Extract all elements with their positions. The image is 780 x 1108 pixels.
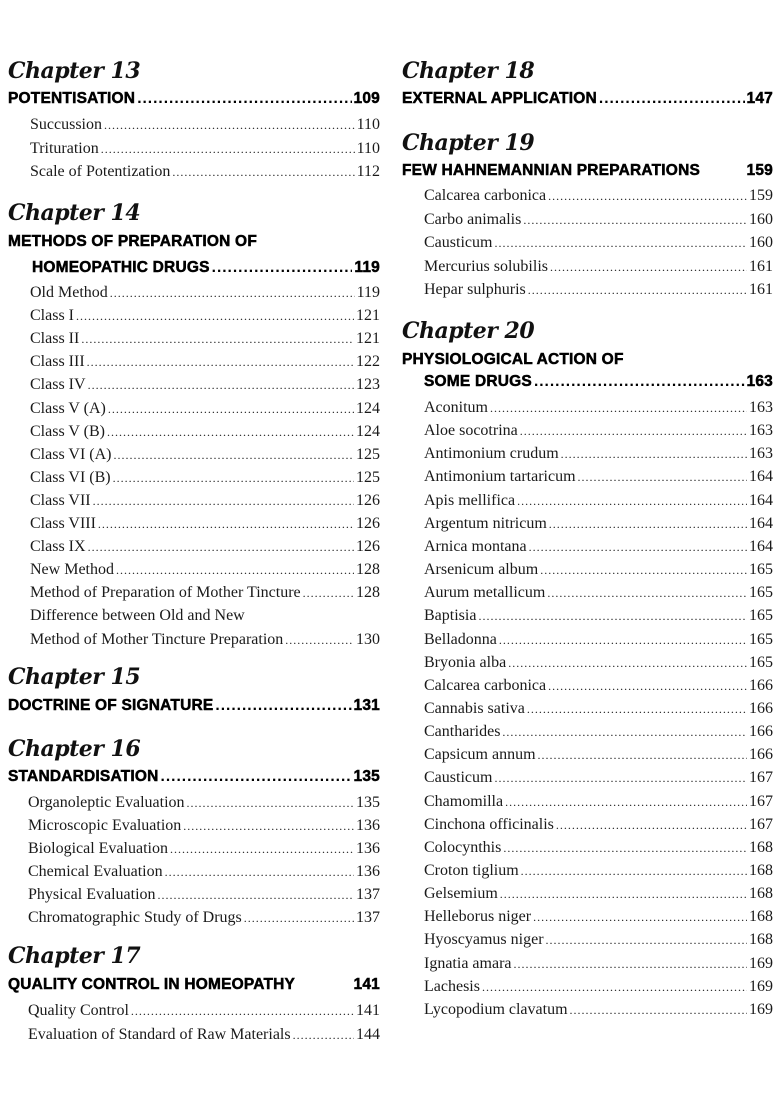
dot-leader — [499, 631, 747, 649]
dot-leader — [548, 187, 747, 205]
entry-label: Gelsemium — [424, 885, 498, 903]
page-number: 168 — [749, 931, 773, 949]
toc-entry[interactable] — [28, 1026, 380, 1048]
toc-entry[interactable] — [424, 281, 773, 303]
entry-label: Belladonna — [424, 630, 497, 648]
section-title-row[interactable] — [402, 90, 773, 112]
entry-label: Method of Mother Tincture Preparation — [30, 630, 284, 648]
dot-leader — [113, 469, 354, 487]
dot-leader — [137, 90, 351, 108]
dot-leader — [578, 468, 747, 486]
page-number: 141 — [353, 976, 380, 993]
dot-leader — [517, 492, 747, 510]
dot-leader — [183, 817, 354, 835]
dot-leader — [502, 723, 747, 741]
dot-leader — [529, 538, 747, 556]
dot-leader — [482, 978, 747, 996]
entry-label: Old Method — [30, 284, 108, 301]
toc-entry[interactable] — [424, 793, 773, 815]
page-number: 128 — [356, 584, 380, 602]
entry-label: Class V (A) — [30, 399, 106, 417]
page-number: 166 — [749, 723, 773, 741]
page-number: 110 — [356, 139, 380, 157]
page-number: 165 — [749, 584, 773, 602]
toc-entry[interactable] — [30, 607, 380, 629]
toc-entry[interactable] — [30, 330, 380, 352]
dot-leader — [110, 284, 355, 302]
page-number: 119 — [356, 284, 380, 301]
toc-entry[interactable] — [30, 284, 380, 306]
entry-label: Class IX — [30, 538, 86, 556]
section-title: DOCTRINE OF SIGNATURE — [8, 697, 214, 714]
toc-entry[interactable] — [30, 163, 380, 185]
page-number: 167 — [749, 792, 773, 810]
entry-label: Succussion — [30, 116, 102, 133]
toc-entry[interactable] — [424, 885, 773, 907]
section-title: PHYSIOLOGICAL ACTION OF — [402, 351, 624, 368]
dot-leader — [514, 955, 748, 973]
page-number: 122 — [356, 353, 380, 371]
page-number: 166 — [749, 676, 773, 694]
page-number: 135 — [356, 794, 380, 811]
entry-label: Physical Evaluation — [28, 886, 156, 903]
entry-label: Evaluation of Standard of Raw Materials — [28, 1025, 291, 1043]
page-number: 168 — [749, 885, 773, 903]
dot-leader — [88, 538, 354, 556]
dot-leader — [161, 768, 352, 786]
page-number: 121 — [356, 307, 380, 325]
entry-label: Aloe socotrina — [424, 422, 518, 440]
entry-label: Antimonium tartaricum — [424, 468, 576, 486]
dot-leader — [538, 746, 747, 764]
toc-entry[interactable] — [424, 258, 773, 280]
page-number: 121 — [356, 330, 380, 348]
page-number: 119 — [354, 259, 380, 276]
entry-label: Cinchona officinalis — [424, 815, 554, 833]
dot-leader — [549, 515, 747, 533]
dot-leader — [212, 259, 353, 277]
page-number: 165 — [749, 653, 773, 671]
page-number: 169 — [749, 977, 773, 995]
dot-leader — [503, 839, 747, 857]
dot-leader — [293, 1026, 354, 1044]
dot-leader — [520, 422, 747, 440]
toc-entry[interactable] — [424, 978, 773, 1000]
entry-label: Arsenicum album — [424, 561, 539, 579]
entry-label: Argentum nitricum — [424, 514, 547, 532]
section-title: QUALITY CONTROL IN HOMEOPATHY — [8, 976, 296, 993]
toc-entry[interactable] — [424, 515, 773, 537]
toc-entry[interactable] — [30, 423, 380, 445]
chapter-heading: Chapter 18 — [402, 58, 535, 84]
dot-leader — [494, 769, 747, 787]
page-number: 141 — [356, 1002, 380, 1019]
toc-entry[interactable] — [424, 677, 773, 699]
dot-leader — [303, 584, 354, 602]
page-number: 161 — [749, 257, 773, 275]
toc-entry[interactable] — [424, 723, 773, 745]
page-number: 126 — [356, 515, 380, 532]
page-number: 163 — [749, 445, 773, 463]
dot-leader — [81, 330, 354, 348]
chapter-heading: Chapter 16 — [8, 736, 141, 762]
toc-entry[interactable] — [30, 538, 380, 560]
toc-entry[interactable] — [28, 840, 380, 862]
toc-entry[interactable] — [424, 468, 773, 490]
page-number: 167 — [749, 815, 773, 833]
entry-label: Class V (B) — [30, 422, 105, 440]
page-number: 164 — [749, 491, 773, 509]
entry-label: Class I — [30, 307, 74, 325]
entry-label: Causticum — [424, 769, 493, 787]
entry-label: Hepar sulphuris — [424, 281, 526, 298]
dot-leader — [88, 376, 354, 394]
page-number: 137 — [356, 909, 380, 926]
toc-entry[interactable] — [424, 908, 773, 930]
page-number: 165 — [749, 561, 773, 579]
section-title-row[interactable] — [8, 90, 380, 112]
dot-leader — [599, 90, 745, 108]
toc-entry[interactable] — [30, 631, 380, 653]
entry-label: Ignatia amara — [424, 954, 512, 972]
toc-entry[interactable] — [30, 400, 380, 422]
entry-label: Method of Preparation of Mother Tincture — [30, 584, 301, 602]
page-number: 128 — [356, 561, 380, 579]
toc-entry[interactable] — [28, 863, 380, 885]
dot-leader — [508, 654, 747, 672]
chapter-heading: Chapter 14 — [8, 200, 141, 226]
toc-entry[interactable] — [30, 469, 380, 491]
toc-entry[interactable] — [424, 234, 773, 256]
entry-label: Bryonia alba — [424, 653, 507, 671]
page-number: 160 — [749, 234, 773, 251]
entry-label: Baptisia — [424, 607, 477, 625]
page-number: 164 — [749, 537, 773, 555]
toc-entry[interactable] — [424, 445, 773, 467]
section-title: POTENTISATION — [8, 90, 136, 107]
toc-entry[interactable] — [28, 1002, 380, 1024]
toc-entry[interactable] — [424, 538, 773, 560]
chapter-heading: Chapter 15 — [8, 664, 141, 690]
page-number: 169 — [749, 954, 773, 972]
section-title: FEW HAHNEMANNIAN PREPARATIONS — [402, 162, 700, 179]
entry-label: Calcarea carbonica — [424, 187, 547, 204]
page-number: 125 — [356, 445, 380, 463]
toc-entry[interactable] — [424, 422, 773, 444]
toc-entry[interactable] — [30, 353, 380, 375]
section-title-row[interactable] — [8, 697, 380, 719]
section-title: EXTERNAL APPLICATION — [402, 90, 597, 107]
section-title-row[interactable] — [402, 351, 773, 373]
toc-entry[interactable] — [30, 446, 380, 468]
toc-entry[interactable] — [30, 584, 380, 606]
dot-leader — [116, 561, 354, 579]
entry-label: Aurum metallicum — [424, 584, 546, 602]
page-number: 112 — [356, 163, 380, 180]
toc-entry[interactable] — [424, 187, 773, 209]
page-number: 168 — [749, 908, 773, 926]
dot-leader — [101, 140, 355, 158]
section-title-row[interactable] — [8, 768, 380, 790]
entry-label: Class VIII — [30, 515, 96, 532]
dot-leader — [478, 607, 747, 625]
entry-label: Difference between Old and New — [30, 607, 245, 625]
dot-leader — [546, 931, 747, 949]
dot-leader — [107, 423, 354, 441]
dot-leader — [170, 840, 354, 858]
dot-leader — [215, 697, 351, 715]
entry-label: Microscopic Evaluation — [28, 817, 182, 834]
dot-leader — [165, 863, 354, 881]
entry-label: Carbo animalis — [424, 210, 522, 228]
chapter-heading: Chapter 13 — [8, 58, 141, 84]
toc-entry[interactable] — [30, 307, 380, 329]
dot-leader — [528, 281, 747, 299]
page-number: 109 — [353, 90, 380, 107]
toc-entry[interactable] — [424, 607, 773, 629]
entry-label: Class VI (A) — [30, 445, 112, 463]
dot-leader — [172, 163, 354, 181]
toc-entry[interactable] — [424, 931, 773, 953]
entry-label: New Method — [30, 561, 114, 579]
entry-label: Scale of Potentization — [30, 163, 171, 180]
dot-leader — [561, 445, 747, 463]
page-number: 165 — [749, 630, 773, 648]
entry-label: Cannabis sativa — [424, 699, 525, 717]
page-number: 163 — [746, 373, 773, 390]
page-number: 169 — [749, 1000, 773, 1018]
dot-leader — [540, 561, 747, 579]
page-number: 163 — [749, 422, 773, 440]
entry-label: Causticum — [424, 234, 493, 251]
chapter-heading: Chapter 20 — [402, 318, 535, 344]
page-number: 124 — [356, 399, 380, 417]
dot-leader — [527, 700, 747, 718]
page-number: 136 — [356, 863, 380, 880]
page-number: 168 — [749, 838, 773, 856]
dot-leader — [490, 399, 747, 417]
page-number: 161 — [749, 281, 773, 298]
toc-entry[interactable] — [424, 211, 773, 233]
toc-entry[interactable] — [28, 909, 380, 931]
toc-entry[interactable] — [30, 561, 380, 583]
toc-entry[interactable] — [424, 631, 773, 653]
section-title: HOMEOPATHIC DRUGS — [32, 259, 210, 276]
toc-entry[interactable] — [424, 492, 773, 514]
dot-leader — [244, 909, 354, 927]
dot-leader — [500, 885, 747, 903]
entry-label: Apis mellifica — [424, 491, 516, 509]
toc-entry[interactable] — [424, 654, 773, 676]
toc-entry[interactable] — [30, 492, 380, 514]
dot-leader — [534, 373, 745, 391]
toc-entry[interactable] — [424, 769, 773, 791]
entry-label: Arnica montana — [424, 537, 527, 555]
page-number: 147 — [746, 90, 773, 107]
page-number: 167 — [749, 769, 773, 787]
entry-label: Calcarea carbonica — [424, 676, 547, 694]
dot-leader — [285, 631, 354, 649]
page-number: 136 — [356, 817, 380, 834]
entry-label: Hyoscyamus niger — [424, 931, 544, 949]
toc-entry[interactable] — [30, 515, 380, 537]
entry-label: Capsicum annum — [424, 746, 536, 764]
page-number: 164 — [749, 514, 773, 532]
dot-leader — [76, 307, 354, 325]
dot-leader — [556, 816, 747, 834]
entry-label: Class VI (B) — [30, 468, 111, 486]
dot-leader — [93, 492, 354, 510]
dot-leader — [547, 584, 747, 602]
dot-leader — [113, 446, 354, 464]
entry-label: Organoleptic Evaluation — [28, 794, 185, 811]
entry-label: Chamomilla — [424, 792, 504, 810]
section-title-row[interactable] — [8, 233, 380, 255]
section-title: METHODS OF PREPARATION OF — [8, 233, 257, 250]
entry-label: Class III — [30, 353, 85, 371]
section-title-row[interactable] — [402, 162, 773, 184]
page-number: 130 — [356, 630, 380, 648]
toc-entry[interactable] — [424, 746, 773, 768]
page-number: 125 — [356, 468, 380, 486]
toc-entry[interactable] — [28, 817, 380, 839]
section-title: SOME DRUGS — [424, 373, 532, 390]
dot-leader — [131, 1002, 354, 1020]
toc-entry[interactable] — [424, 561, 773, 583]
toc-entry[interactable] — [28, 794, 380, 816]
entry-label: Chromatographic Study of Drugs — [28, 909, 242, 926]
page-number: 126 — [356, 491, 380, 509]
page-number: 135 — [353, 768, 380, 785]
dot-leader — [505, 793, 747, 811]
page-number: 124 — [356, 422, 380, 440]
dot-leader — [570, 1001, 747, 1019]
page-number: 160 — [749, 210, 773, 228]
page-number: 159 — [746, 162, 773, 179]
toc-entry[interactable] — [30, 116, 380, 138]
entry-label: Colocynthis — [424, 838, 502, 856]
page-number: 137 — [356, 886, 380, 903]
dot-leader — [494, 234, 747, 252]
section-title-row[interactable] — [32, 259, 380, 281]
toc-entry[interactable] — [28, 886, 380, 908]
dot-leader — [187, 794, 354, 812]
page-number: 110 — [356, 116, 380, 133]
dot-leader — [550, 258, 747, 276]
section-title-row[interactable] — [424, 373, 773, 395]
page-number: 131 — [353, 697, 380, 714]
page-number: 166 — [749, 746, 773, 764]
toc-entry[interactable] — [424, 584, 773, 606]
entry-label: Aconitum — [424, 399, 488, 416]
page-number: 136 — [356, 840, 380, 857]
dot-leader — [521, 862, 747, 880]
chapter-heading: Chapter 17 — [8, 943, 141, 969]
page-number: 159 — [749, 187, 773, 204]
entry-label: Class II — [30, 330, 80, 348]
entry-label: Trituration — [30, 139, 99, 157]
toc-entry[interactable] — [424, 700, 773, 722]
toc-entry[interactable] — [30, 376, 380, 398]
entry-label: Lycopodium clavatum — [424, 1000, 568, 1018]
entry-label: Mercurius solubilis — [424, 257, 548, 275]
section-title: STANDARDISATION — [8, 768, 159, 785]
entry-label: Chemical Evaluation — [28, 863, 163, 880]
toc-entry[interactable] — [424, 1001, 773, 1023]
page-number: 123 — [356, 376, 380, 394]
entry-label: Cantharides — [424, 723, 501, 741]
page-number: 164 — [749, 468, 773, 486]
section-title-row[interactable] — [8, 976, 380, 998]
page-number: 144 — [356, 1025, 380, 1043]
dot-leader — [87, 353, 354, 371]
entry-label: Lachesis — [424, 977, 480, 995]
dot-leader — [158, 886, 354, 904]
entry-label: Quality Control — [28, 1002, 129, 1019]
dot-leader — [98, 515, 354, 533]
entry-label: Antimonium crudum — [424, 445, 559, 463]
dot-leader — [104, 116, 355, 134]
toc-entry[interactable] — [424, 862, 773, 884]
toc-entry[interactable] — [424, 955, 773, 977]
dot-leader — [108, 400, 354, 418]
toc-entry[interactable] — [424, 839, 773, 861]
page-number: 165 — [749, 607, 773, 625]
toc-entry[interactable] — [30, 140, 380, 162]
page-number: 168 — [749, 862, 773, 879]
page-number: 163 — [749, 399, 773, 416]
entry-label: Helleborus niger — [424, 908, 532, 926]
page-number: 166 — [749, 699, 773, 717]
dot-leader — [548, 677, 747, 695]
chapter-heading: Chapter 19 — [402, 130, 535, 156]
dot-leader — [533, 908, 747, 926]
page-number: 126 — [356, 538, 380, 556]
toc-entry[interactable] — [424, 399, 773, 421]
toc-entry[interactable] — [424, 816, 773, 838]
entry-label: Croton tiglium — [424, 862, 519, 879]
dot-leader — [523, 211, 747, 229]
entry-label: Class VII — [30, 491, 91, 509]
entry-label: Class IV — [30, 376, 86, 394]
entry-label: Biological Evaluation — [28, 840, 168, 857]
